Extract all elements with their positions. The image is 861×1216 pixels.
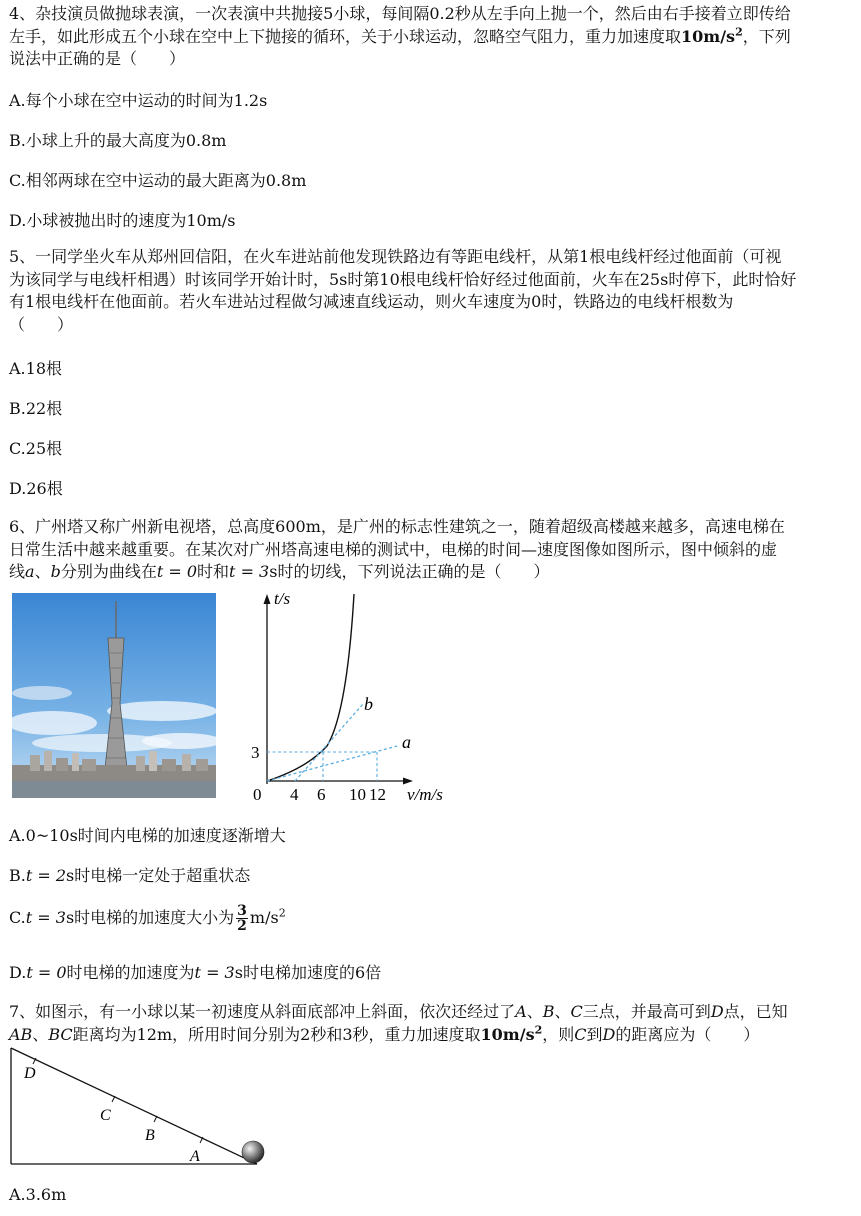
q4-line-2: 左手，如此形成五个小球在空中上下抛接的循环，关于小球运动，忽略空气阻力，重力加速度取$10m/s^2$，下列 [9, 25, 791, 46]
q5-option-d[interactable]: D.26根 [9, 479, 63, 498]
v-axis-label: v/m/s [407, 785, 443, 804]
t-axis-arrow [264, 594, 271, 604]
x-tick-10: 10 [349, 785, 366, 804]
gravity-value: $10m/s^2$ [681, 25, 743, 46]
q5-option-b[interactable]: B.22根 [9, 399, 63, 418]
q5-option-c[interactable]: C.25根 [9, 439, 63, 458]
elevator-tv-graph [247, 588, 462, 808]
x-tick-12: 12 [369, 785, 386, 804]
q6-line-2: 日常生活中越来越重要。在某次对广州塔高速电梯的测试中，电梯的时间—速度图像如图所示，图中倾斜的虚 [9, 539, 778, 559]
q7-option-a[interactable]: A.3.6m [9, 1185, 67, 1204]
question-5-stem [9, 246, 851, 336]
question-4-stem [9, 3, 851, 71]
q7-line-1: 7、如图示，有一小球以某一初速度从斜面底部冲上斜面，依次还经过了A、B、C三点，并最高可到D点，已知 [9, 1002, 788, 1021]
q4-option-d[interactable]: D.小球被抛出时的速度为10m/s [9, 211, 236, 230]
q5-line-3: 有1根电线杆在他面前。若火车进站过程做匀减速直线运动，则火车速度为0时，铁路边的电线杆根数为 [9, 292, 734, 311]
q6-option-b[interactable]: B.t = 2s时电梯一定处于超重状态 [9, 866, 251, 885]
q5-option-a[interactable]: A.18根 [9, 359, 63, 378]
question-6-stem [9, 516, 851, 584]
incline-diagram [5, 1044, 270, 1169]
q4-option-b[interactable]: B.小球上升的最大高度为0.8m [9, 131, 227, 150]
question-7-stem [9, 1001, 851, 1046]
q5-line-2: 为该同学与电线杆相遇）时该同学开始计时，5s时第10根电线杆恰好经过他面前，火车在25s时停下，此时恰好 [9, 269, 797, 289]
tick-b [154, 1116, 157, 1122]
fraction-3-2: $\frac{3}{2}$ [237, 903, 247, 934]
q5-line-4: （ ） [9, 314, 74, 334]
q4-line-3: 说法中正确的是（ ） [9, 49, 186, 68]
ball [242, 1141, 264, 1163]
label-c: C [100, 1107, 111, 1124]
q6-option-d[interactable]: D.t = 0时电梯的加速度为t = 3s时电梯加速度的6倍 [9, 963, 382, 982]
tangent-line-b [295, 704, 363, 781]
gravity-value-q7: $10m/s^2$ [480, 1023, 543, 1044]
tv-curve [267, 594, 354, 781]
canton-tower-image [12, 593, 216, 798]
v-axis-arrow [403, 778, 413, 785]
q7-line-2: AB、BC距离均为12m，所用时间分别为2秒和3秒，重力加速度取$10m/s^2$，则C到D的距离应为（ ） [9, 1023, 760, 1044]
label-d: D [24, 1065, 36, 1082]
q6-option-c[interactable]: C.t = 3s时电梯的加速度大小为 $\frac{3}{2}$ $m/s^2$ [9, 903, 286, 934]
line-b-label: b [364, 694, 373, 714]
incline-slope [11, 1048, 257, 1164]
q6-option-a[interactable]: A.0~10s时间内电梯的加速度逐渐增大 [9, 826, 286, 845]
q6-line-3: 线a、b分别为曲线在t = 0时和t = 3s时的切线，下列说法正确的是（ ） [9, 562, 550, 581]
line-a-label: a [402, 732, 411, 752]
x-tick-6: 6 [317, 785, 326, 804]
x-tick-4: 4 [290, 785, 299, 804]
label-b: B [145, 1127, 155, 1144]
q4-option-a[interactable]: A.每个小球在空中运动的时间为1.2s [9, 91, 268, 110]
origin-label: 0 [253, 785, 262, 804]
q4-line-1: 4、杂技演员做抛球表演，一次表演中共抛接5小球，每间隔0.2秒从左手向上抛一个，然后由右手接着立即传给 [9, 4, 791, 23]
q6-line-1: 6、广州塔又称广州新电视塔，总高度600m，是广州的标志性建筑之一，随着超级高楼越来越多，高速电梯在 [9, 517, 785, 536]
label-a: A [190, 1148, 200, 1165]
q5-line-1: 5、一同学坐火车从郑州回信阳，在火车进站前他发现铁路边有等距电线杆，从第1根电线杆经过他面前（可视 [9, 247, 782, 266]
q4-option-c[interactable]: C.相邻两球在空中运动的最大距离为0.8m [9, 171, 307, 190]
y-tick-3: 3 [251, 743, 260, 762]
canton-tower-photo [12, 593, 216, 798]
t-axis-label: t/s [274, 589, 291, 608]
